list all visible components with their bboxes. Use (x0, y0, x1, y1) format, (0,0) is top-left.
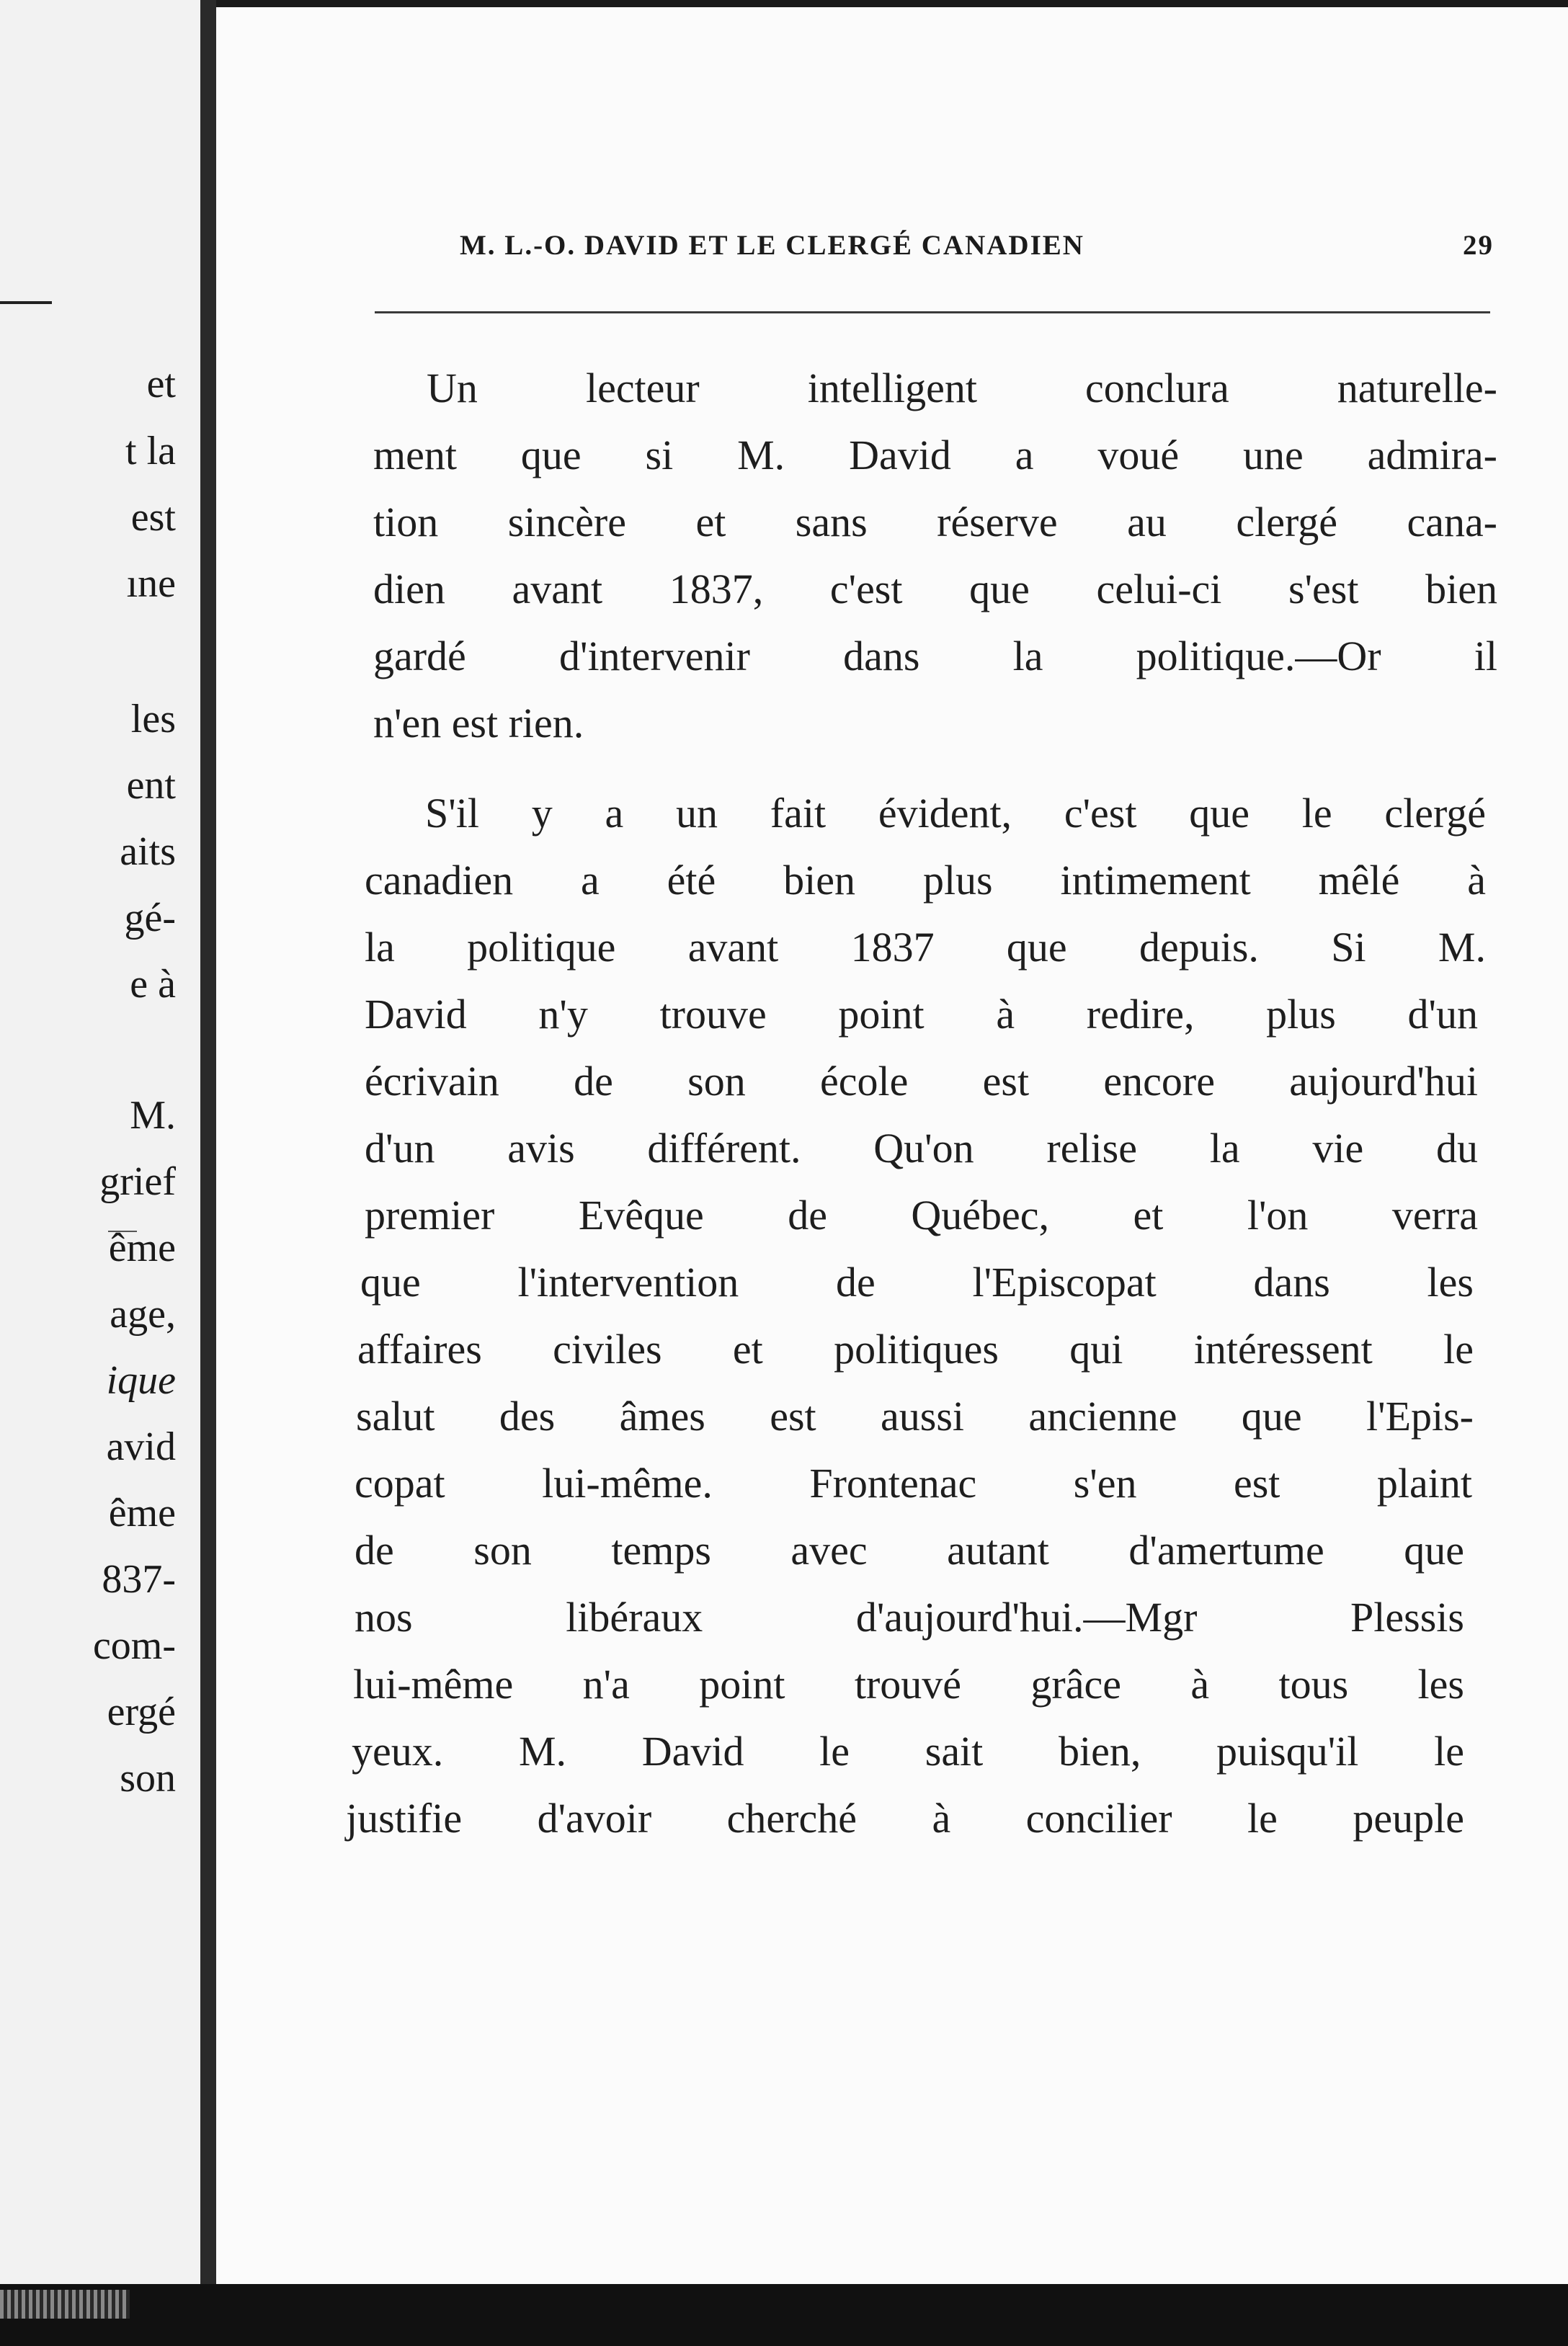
paragraph-2-line: de son temps avec autant d'amertume que (355, 1527, 1464, 1574)
left-page-rule (0, 301, 52, 304)
paragraph-2-line: écrivain de son école est encore aujourd'hui (365, 1058, 1478, 1105)
paragraph-2-line: que l'intervention de l'Episcopat dans les (360, 1259, 1474, 1306)
left-fragment: son (120, 1756, 176, 1801)
left-fragment: age, (110, 1292, 176, 1337)
left-fragment: grief (99, 1159, 176, 1204)
paragraph-2-line: justifie d'avoir cherché à concilier le peuple (346, 1795, 1464, 1842)
paragraph-1-line: Un lecteur intelligent conclura naturelle- (427, 365, 1497, 411)
left-fragment: est (130, 495, 176, 540)
left-fragment: e à (130, 962, 176, 1007)
paragraph-2-line: d'un avis différent. Qu'on relise la vie du (365, 1125, 1478, 1172)
paragraph-2-line: canadien a été bien plus intimement mêlé à (365, 857, 1486, 904)
left-fragment: et (146, 362, 176, 406)
left-fragment: avid (106, 1424, 176, 1469)
left-fragment: 837- (102, 1557, 176, 1602)
left-fragment: t la (125, 429, 176, 473)
header-rule (375, 311, 1490, 313)
paragraph-2-line: S'il y a un fait évident, c'est que le clergé (425, 790, 1486, 837)
left-fragment: ique (106, 1358, 176, 1403)
left-fragment: ent (126, 763, 176, 808)
left-fragment: les (130, 697, 176, 741)
left-fragment: gé- (124, 896, 176, 940)
page-top-edge (216, 0, 1568, 7)
paragraph-2-line: yeux. M. David le sait bien, puisqu'il le (352, 1728, 1464, 1775)
page-number: 29 (1463, 230, 1494, 261)
paragraph-2-line: affaires civiles et politiques qui intéressent le (357, 1326, 1474, 1373)
left-fragment: ergé (107, 1690, 176, 1734)
paragraph-1-line: dien avant 1837, c'est que celui-ci s'est bien (373, 566, 1497, 612)
left-page (0, 0, 208, 2346)
paragraph-2-line: nos libéraux d'aujourd'hui.—Mgr Plessis (355, 1594, 1464, 1641)
paragraph-2-line: lui-même n'a point trouvé grâce à tous les (353, 1661, 1464, 1708)
paragraph-2-line: premier Evêque de Québec, et l'on verra (365, 1192, 1478, 1239)
left-fragment: ıne (126, 561, 176, 606)
left-fragment: com- (92, 1623, 176, 1668)
scan-bottom-edge (0, 2284, 1568, 2346)
paragraph-1-line: ment que si M. David a voué une admira- (373, 432, 1497, 478)
book-gutter (200, 0, 216, 2346)
paragraph-2-line: salut des âmes est aussi ancienne que l'Epis- (356, 1393, 1474, 1440)
paragraph-1-line: n'en est rien. (373, 700, 584, 746)
left-fragment: ême (108, 1226, 176, 1270)
scan-edge-pattern (0, 2290, 130, 2319)
paragraph-1-line: tion sincère et sans réserve au clergé cana- (373, 499, 1497, 545)
running-head-title: M. L.-O. DAVID ET LE CLERGÉ CANADIEN (460, 230, 1084, 261)
paragraph-1-line: gardé d'intervenir dans la politique.—Or il (373, 633, 1497, 679)
paragraph-2-line: David n'y trouve point à redire, plus d'un (365, 991, 1478, 1038)
left-fragment: aits (120, 829, 176, 874)
left-fragment: ême (108, 1491, 176, 1535)
left-fragment: M. (130, 1093, 176, 1138)
right-page (216, 0, 1568, 2346)
paragraph-2-line: copat lui-même. Frontenac s'en est plaint (355, 1460, 1472, 1507)
paragraph-2-line: la politique avant 1837 que depuis. Si M. (365, 924, 1486, 971)
